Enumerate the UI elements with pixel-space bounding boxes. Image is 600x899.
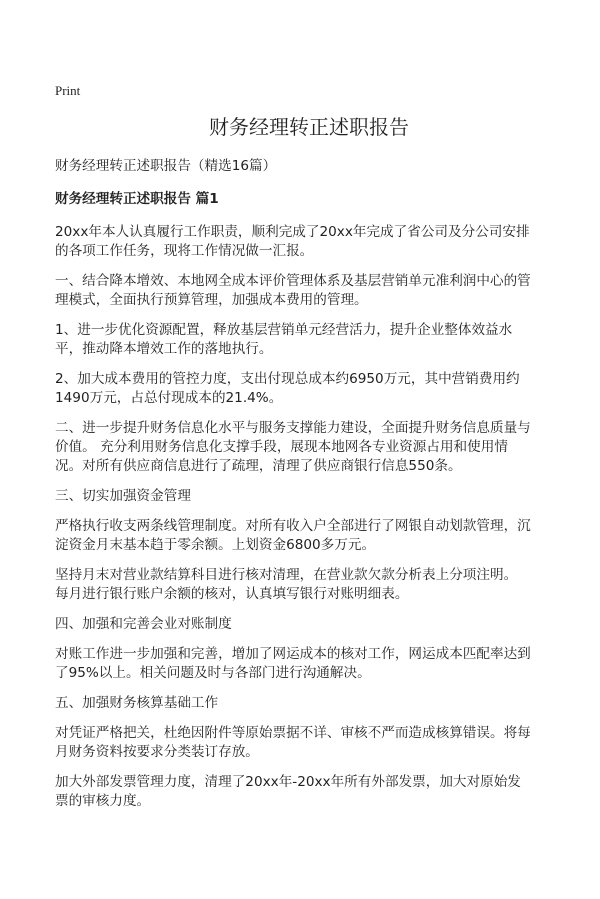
- paragraph: 1、进一步优化资源配置，释放基层营销单元经营活力，提升企业整体效益水平，推动降本增效工作的落地执行。: [55, 322, 513, 357]
- document-body: [55, 113, 533, 822]
- paragraph: 对凭证严格把关，杜绝因附件等原始票据不详、审核不严而造成核算错误。将每月财务资料按要求分类装订存放。: [55, 725, 531, 760]
- paragraph: 对账工作进一步加强和完善，增加了网运成本的核对工作，网运成本匹配率达到了95%以上。相关问题及时与各部门进行沟通解决。: [55, 646, 531, 681]
- paragraph: 三、切实加强资金管理: [55, 488, 191, 504]
- paragraph: 2、加大成本费用的管控力度，支出付现总成本约6950万元，其中营销费用约1490万元，占总付现成本的21.4%。: [55, 371, 520, 406]
- section-heading: 财务经理转正述职报告 篇1: [55, 191, 219, 207]
- paragraph: 严格执行收支两条线管理制度。对所有收入户全部进行了网银自动划款管理，沉淀资金月末基本趋于零余额。上划资金6800多万元。: [55, 518, 531, 553]
- paragraph: 二、进一步提升财务信息化水平与服务支撑能力建设，全面提升财务信息质量与价值。 充分利用财务信息化支撑手段，展现本地网各专业资源占用和使用情况。对所有供应商信息进行了疏理，清理了供应商银行信息550条。: [55, 420, 531, 474]
- paragraph: 加大外部发票管理力度，清理了20xx年-20xx年所有外部发票，加大对原始发票的审核力度。: [55, 774, 521, 809]
- paragraph: 四、加强和完善会业对账制度: [55, 616, 232, 632]
- paragraph: 一、结合降本增效、本地网全成本评价管理体系及基层营销单元准利润中心的管理模式，全面执行预算管理，加强成本费用的管理。: [55, 273, 531, 308]
- paragraph: 五、加强财务核算基础工作: [55, 695, 219, 711]
- document-subtitle: 财务经理转正述职报告（精选16篇）: [55, 158, 277, 174]
- paragraph: 坚持月末对营业款结算科目进行核对清理，在营业款欠款分析表上分项注明。 每月进行银行账户余额的核对，认真填写银行对账明细表。: [55, 567, 518, 602]
- page-title: 财务经理转正述职报告: [209, 115, 409, 139]
- print-label: Print: [55, 83, 81, 98]
- paragraph: 20xx年本人认真履行工作职责，顺利完成了20xx年完成了省公司及分公司安排的各项工作任务，现将工作情况做一汇报。: [55, 224, 530, 259]
